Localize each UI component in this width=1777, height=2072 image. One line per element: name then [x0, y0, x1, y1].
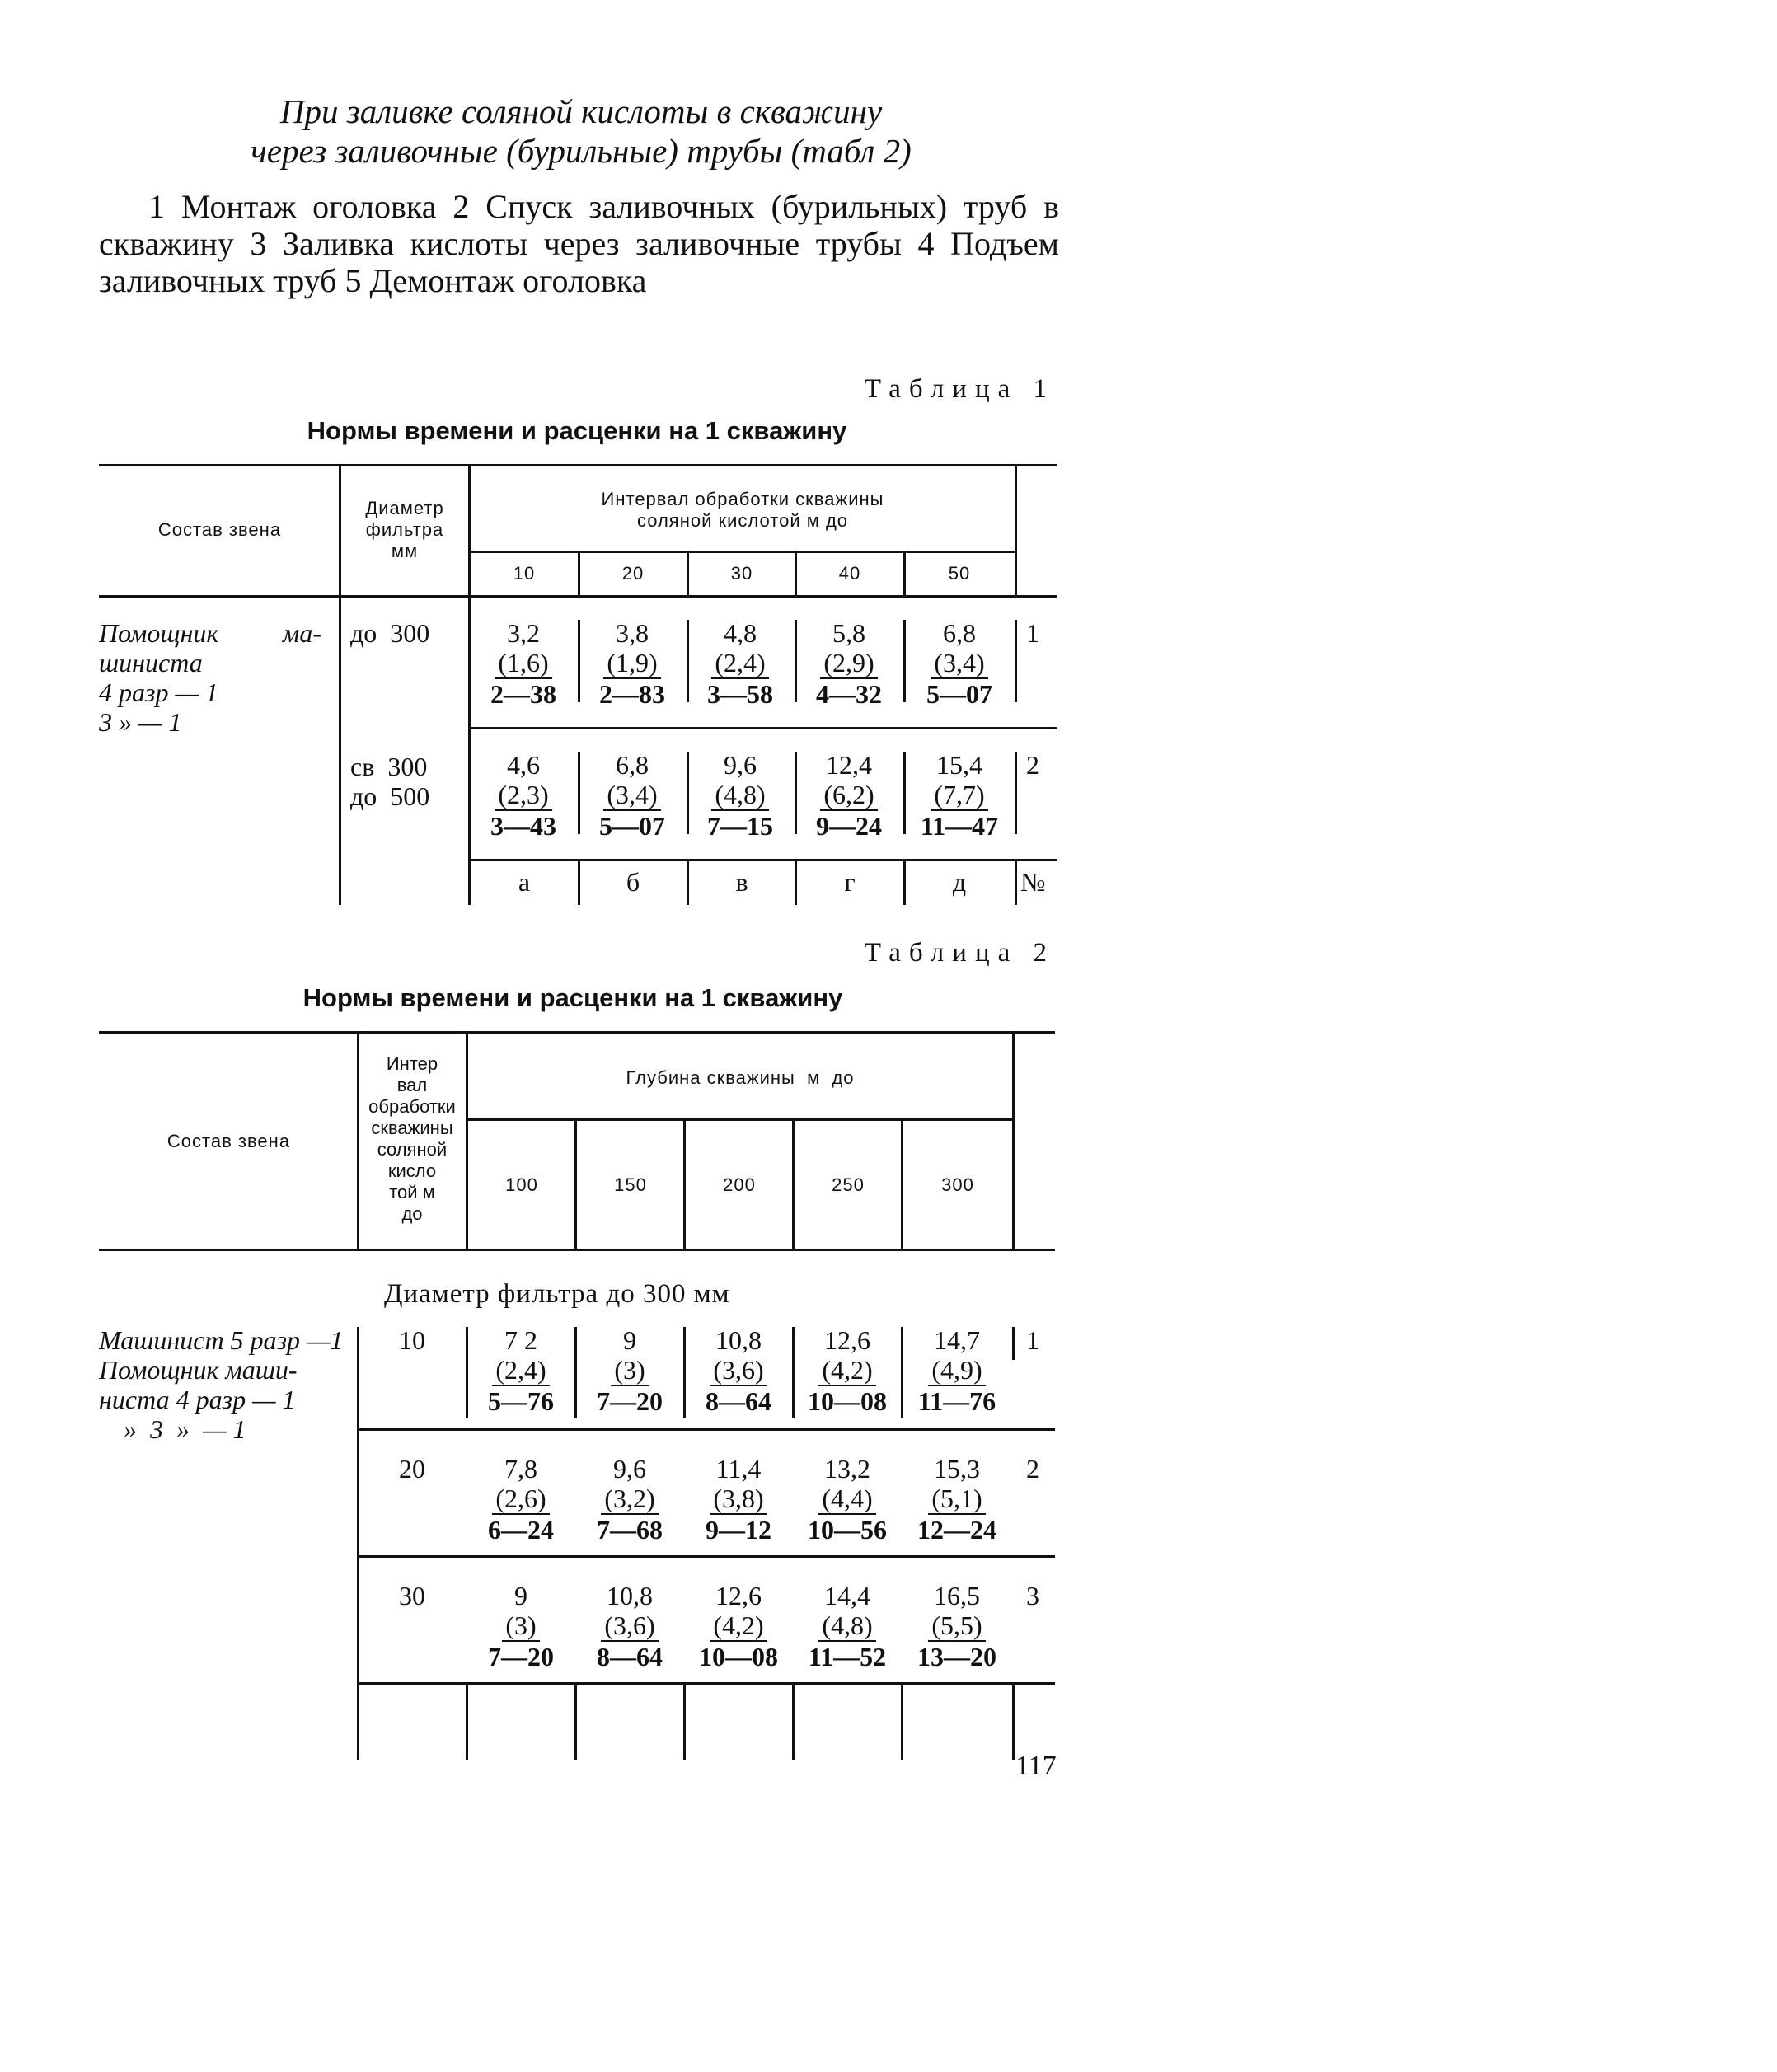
- table2-row2-number: 2: [1026, 1454, 1039, 1484]
- table1-interval-30: 30: [730, 563, 753, 584]
- table2-row1-number: 1: [1026, 1325, 1039, 1355]
- table2-crew: Машинист 5 разр —1 Помощник маши- ниста 4 разр — 1 » 3 » — 1: [99, 1325, 344, 1444]
- table2-row1-interval: 10: [399, 1325, 425, 1355]
- table2-r2-c5: 15,3 (5,1) 12—24: [917, 1454, 996, 1545]
- table2-header-crew: Состав звена: [166, 1131, 291, 1151]
- table1-r1-c2: 3,8 (1,9) 2—83: [599, 618, 665, 709]
- table1-caption: Нормы времени и расценки на 1 скважину: [307, 416, 847, 445]
- table2-r2-c4: 13,2 (4,4) 10—56: [808, 1454, 887, 1545]
- table1-r1-c1: 3,2 (1,6) 2—38: [490, 618, 556, 709]
- table2-r2-c3: 11,4 (3,8) 9—12: [706, 1454, 771, 1545]
- table2-r3-c2: 10,8 (3,6) 8—64: [597, 1581, 663, 1671]
- table2-depth-200: 200: [723, 1174, 756, 1195]
- table1-r2-c5: 15,4 (7,7) 11—47: [920, 750, 999, 841]
- table2-header-interval: Интер вал обработки скважины соляной кисло той м до: [368, 1053, 456, 1224]
- table2-depth-150: 150: [614, 1174, 647, 1195]
- table2-r1-c3: 10,8 (3,6) 8—64: [706, 1325, 771, 1416]
- table2-r3-c5: 16,5 (5,5) 13—20: [917, 1581, 996, 1671]
- table1-row2-diameter: св 300 до 500: [350, 752, 430, 811]
- table2-r2-c2: 9,6 (3,2) 7—68: [597, 1454, 663, 1545]
- table2-row3-interval: 30: [399, 1581, 425, 1610]
- table1-crew: Помощник ма- шиниста 4 разр — 1 3 » — 1: [99, 618, 321, 737]
- table2-r1-c5: 14,7 (4,9) 11—76: [917, 1325, 996, 1416]
- table1-interval-40: 40: [838, 563, 861, 584]
- table2-r3-c4: 14,4 (4,8) 11—52: [808, 1581, 887, 1671]
- section-title-line-2: через заливочные (бурильные) трубы (табл 2): [251, 132, 912, 170]
- table1-interval-50: 50: [948, 563, 971, 584]
- table1-interval-10: 10: [513, 563, 536, 584]
- table1-number-sign: №: [1020, 867, 1046, 897]
- table2-r2-c1: 7,8 (2,6) 6—24: [488, 1454, 554, 1545]
- table1-label: Таблица 1: [864, 374, 1055, 404]
- procedure-paragraph: [99, 188, 1059, 299]
- table2-depth-100: 100: [505, 1174, 538, 1195]
- table2-r1-c4: 12,6 (4,2) 10—08: [808, 1325, 887, 1416]
- table2-r3-c1: 9 (3) 7—20: [488, 1581, 554, 1671]
- table1-letter-g: г: [844, 867, 856, 897]
- table1-row2-number: 2: [1026, 750, 1039, 780]
- table2-caption: Нормы времени и расценки на 1 скважину: [302, 983, 843, 1012]
- table1-header-diameter: Диаметр фильтра мм: [365, 498, 444, 561]
- table1-r1-c4: 5,8 (2,9) 4—32: [816, 618, 882, 709]
- table1-header-interval: Интервал обработки скважины соляной кислотой м до: [601, 489, 884, 531]
- table2-subheading: Диаметр фильтра до 300 мм: [384, 1279, 730, 1309]
- table1-r2-c1: 4,6 (2,3) 3—43: [490, 750, 556, 841]
- table2-depth-250: 250: [832, 1174, 865, 1195]
- table1-letter-v: в: [735, 867, 748, 897]
- table2-r1-c2: 9 (3) 7—20: [597, 1325, 663, 1416]
- table1-header-crew: Состав звена: [157, 519, 282, 540]
- table2-depth-300: 300: [941, 1174, 974, 1195]
- table2-label: Таблица 2: [864, 938, 1055, 968]
- table2-r3-c3: 12,6 (4,2) 10—08: [699, 1581, 778, 1671]
- table2-row3-number: 3: [1026, 1581, 1039, 1610]
- procedure-text: 1 Монтаж оголовка 2 Спуск заливочных (бурильных) труб в скважину 3 Заливка кислоты через заливочные трубы 4 Подъем заливочных труб 5 Демонтаж оголовка: [99, 188, 1059, 299]
- table2-r1-c1: 7 2 (2,4) 5—76: [488, 1325, 554, 1416]
- table2-header-depth: Глубина скважины м до: [626, 1067, 855, 1088]
- table1-r2-c3: 9,6 (4,8) 7—15: [707, 750, 773, 841]
- table1-letter-b: б: [626, 867, 640, 897]
- table1-letter-a: а: [518, 867, 531, 897]
- table1-r2-c2: 6,8 (3,4) 5—07: [599, 750, 665, 841]
- table1-row1-diameter: до 300: [350, 618, 430, 648]
- page-number: 117: [1015, 1751, 1057, 1781]
- table1-letter-d: д: [952, 867, 967, 897]
- table1-r1-c5: 6,8 (3,4) 5—07: [926, 618, 992, 709]
- table1-row1-number: 1: [1026, 618, 1039, 648]
- section-title-line-1: При заливке соляной кислоты в скважину: [279, 92, 883, 130]
- table2-row2-interval: 20: [399, 1454, 425, 1484]
- table1-r1-c3: 4,8 (2,4) 3—58: [707, 618, 773, 709]
- table1-interval-20: 20: [621, 563, 645, 584]
- table1-r2-c4: 12,4 (6,2) 9—24: [816, 750, 882, 841]
